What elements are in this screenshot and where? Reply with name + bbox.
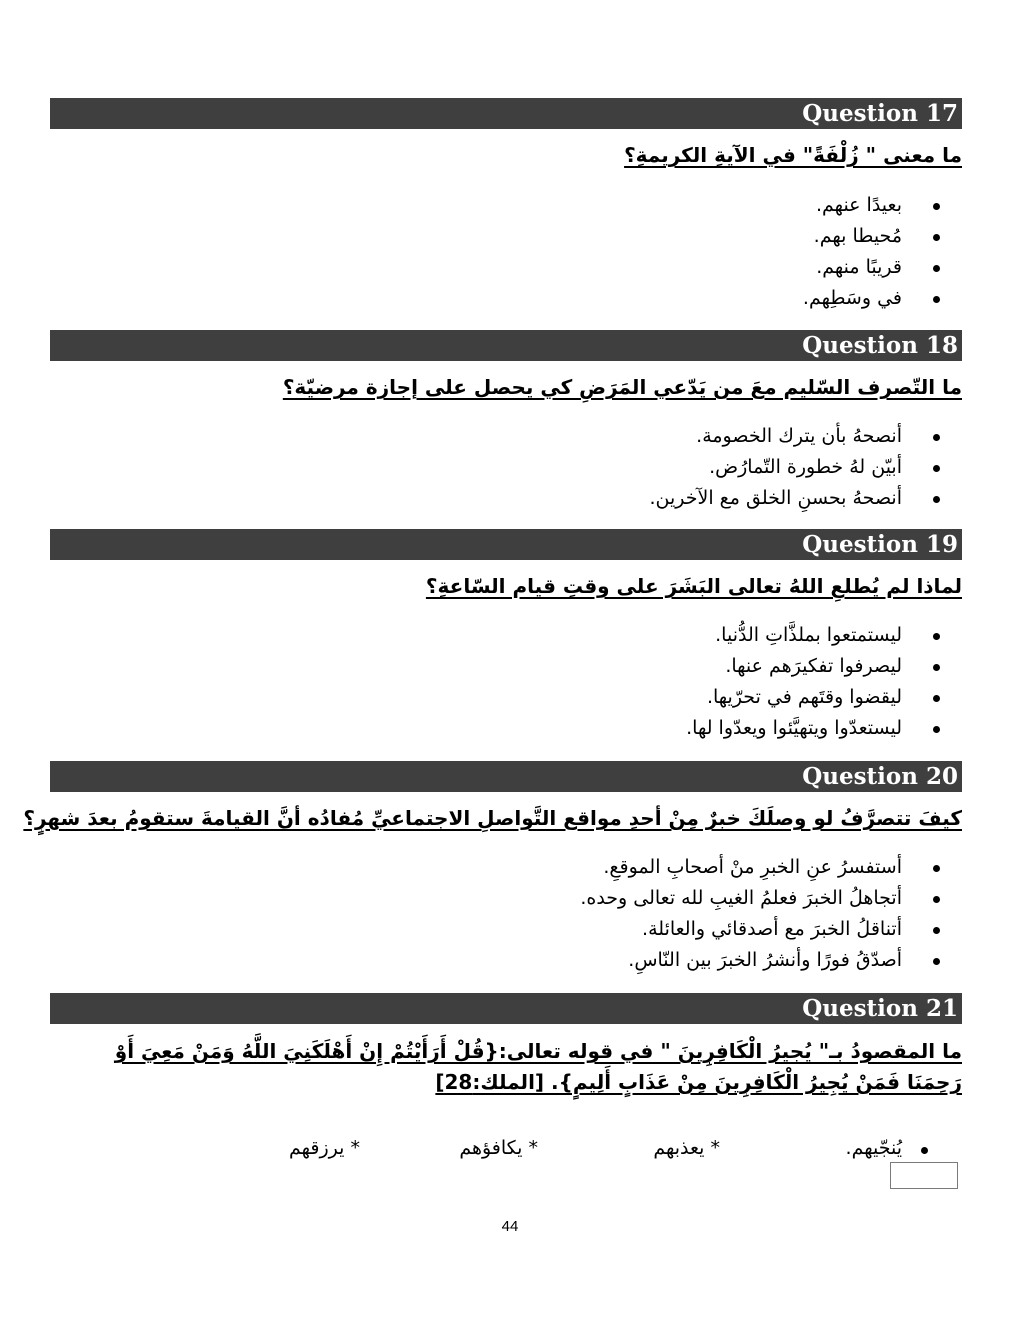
- option-item[interactable]: في وسَطِهم.: [803, 283, 940, 314]
- question-header: Question 20: [50, 761, 962, 792]
- options-list: [580, 852, 940, 976]
- option-item[interactable]: يُنجّيهم.: [845, 1137, 902, 1159]
- question-text: كيفَ تتصرَّفُ لو وصلَكَ خبرٌ مِنْ أحدِ مواقع التَّواصلِ الاجتماعيِّ مُفادُه أنَّ القيامةَ ستقومُ بعدَ شهرٍ؟: [23, 806, 962, 830]
- question-header: Question 17: [50, 98, 962, 129]
- answer-box[interactable]: [890, 1162, 958, 1189]
- option-item[interactable]: ليستمتعوا بملذَّاتِ الدُّنيا.: [686, 620, 940, 651]
- bullet-dot: [921, 1147, 928, 1154]
- option-item[interactable]: أستفسرُ عنِ الخبرِ منْ أصحابِ الموقعِ.: [580, 852, 940, 883]
- option-item[interactable]: أصدّقُ فورًا وأنشرُ الخبرَ بين النّاسِ.: [580, 945, 940, 976]
- option-item[interactable]: قريبًا منهم.: [803, 252, 940, 283]
- option-item[interactable]: بعيدًا عنهم.: [803, 190, 940, 221]
- options-list: [649, 421, 940, 514]
- option-item[interactable]: أبيّن لهُ خطورة التّمارُض.: [649, 452, 940, 483]
- option-item[interactable]: أتناقلُ الخبرَ مع أصدقائي والعائلة.: [580, 914, 940, 945]
- option-item[interactable]: * يعذبهم: [653, 1137, 720, 1159]
- option-item[interactable]: * يرزقهم: [289, 1137, 360, 1159]
- question-text: لماذا لم يُطلعِ اللهُ تعالى البَشَرَ على وقتِ قيام السّاعةِ؟: [425, 574, 962, 598]
- question-header: Question 18: [50, 330, 962, 361]
- option-item[interactable]: أنصحهُ بحسنِ الخلق مع الآخرين.: [649, 483, 940, 514]
- question-header: Question 19: [50, 529, 962, 560]
- question-text: ما المقصودُ بـ" يُجيرُ الْكَافِرِينَ " في قوله تعالى:{قُلْ أَرَأَيْتُمْ إِنْ أَهْلَكَنِيَ اللَّهُ وَمَنْ مَعِيَ أَوْ رَحِمَنَا فَمَنْ يُجِيرُ الْكَافِرِينَ مِنْ عَذَابٍ أَلِيمٍ}. [الملك:28]: [114, 1039, 962, 1094]
- options-list: [803, 190, 940, 314]
- option-item[interactable]: ليستعدّوا ويتهيَّئوا ويعدّوا لها.: [686, 713, 940, 744]
- question-header: Question 21: [50, 993, 962, 1024]
- option-item[interactable]: أتجاهلُ الخبرَ فعلمُ الغيبِ لله تعالى وحده.: [580, 883, 940, 914]
- option-item[interactable]: ليصرفوا تفكيرَهم عنها.: [686, 651, 940, 682]
- question-text: ما التّصرف السّليم معَ من يَدّعي المَرَضِ كي يحصل على إجازة مرضيّة؟: [282, 375, 962, 399]
- page-number: 44: [501, 1218, 519, 1235]
- options-list: [686, 620, 940, 744]
- option-item[interactable]: * يكافؤهم: [459, 1137, 538, 1159]
- question-text: ما معنى " زُلْفَةً" في الآيةِ الكريمةِ؟: [624, 143, 962, 167]
- option-item[interactable]: مُحيطا بهم.: [803, 221, 940, 252]
- option-item[interactable]: أنصحهُ بأن يترك الخصومة.: [649, 421, 940, 452]
- option-item[interactable]: ليقضوا وقتَهم في تحرّيها.: [686, 682, 940, 713]
